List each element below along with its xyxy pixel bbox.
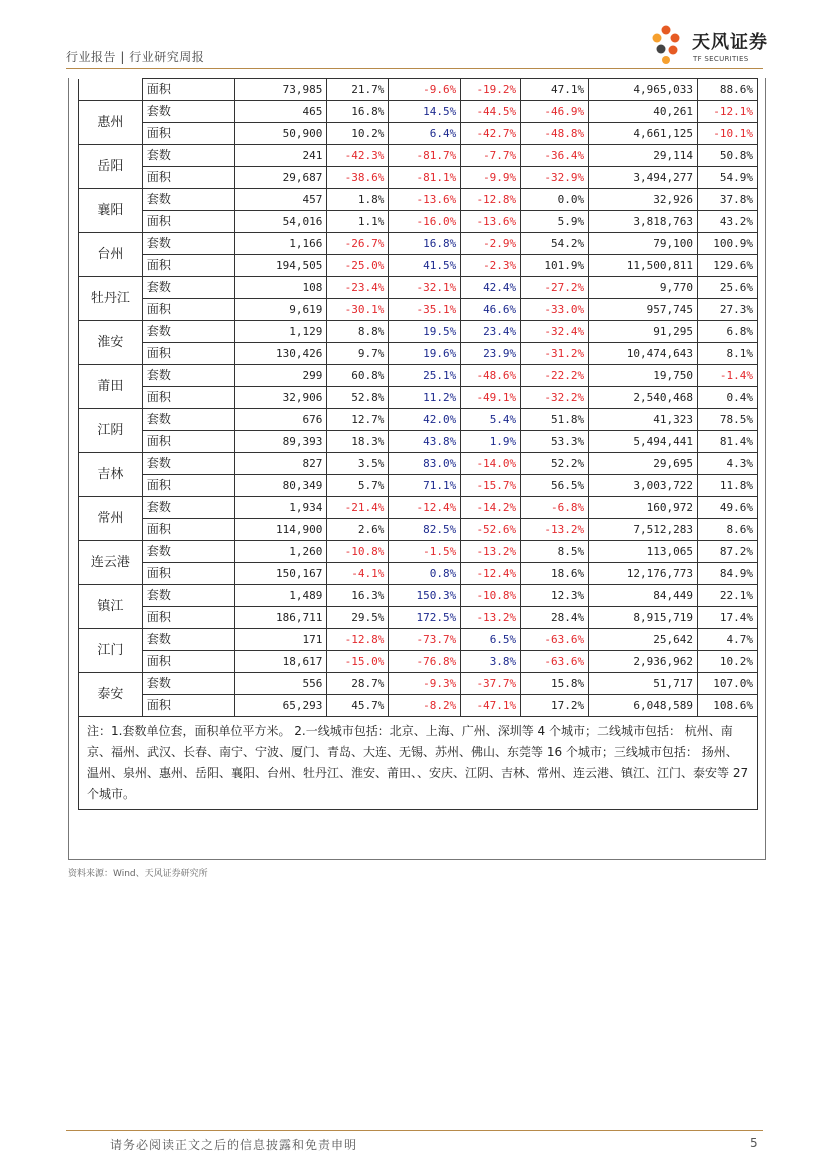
value-cell: 101.9% <box>521 255 589 277</box>
value-cell: 3.5% <box>327 453 389 475</box>
value-cell: 23.4% <box>461 321 521 343</box>
value-cell: 40,261 <box>589 101 698 123</box>
value-cell: 108.6% <box>697 695 757 717</box>
table-row <box>79 101 758 123</box>
value-cell: 25.1% <box>389 365 461 387</box>
city-cell: 惠州 <box>79 101 143 145</box>
value-cell: -37.7% <box>461 673 521 695</box>
value-cell: 56.5% <box>521 475 589 497</box>
value-cell: 43.2% <box>697 211 757 233</box>
table-row <box>79 695 758 717</box>
value-cell: -42.7% <box>461 123 521 145</box>
value-cell: -36.4% <box>521 145 589 167</box>
value-cell: 6,048,589 <box>589 695 698 717</box>
value-cell: -63.6% <box>521 629 589 651</box>
value-cell: -25.0% <box>327 255 389 277</box>
value-cell: -2.9% <box>461 233 521 255</box>
table-row <box>79 651 758 673</box>
value-cell: 0.8% <box>389 563 461 585</box>
table-row <box>79 387 758 409</box>
city-cell: 淮安 <box>79 321 143 365</box>
value-cell: 150,167 <box>234 563 327 585</box>
value-cell: 83.0% <box>389 453 461 475</box>
value-cell: 81.4% <box>697 431 757 453</box>
value-cell: 1,166 <box>234 233 327 255</box>
value-cell: 108 <box>234 277 327 299</box>
value-cell: 150.3% <box>389 585 461 607</box>
value-cell: -13.2% <box>521 519 589 541</box>
table-note: 注：1.套数单位套，面积单位平方米。 2.一线城市包括：北京、上海、广州、深圳等 4 个城市；二线城市包括： 杭州、南京、福州、武汉、长春、南宁、宁波、厦门、青岛、大连、无锡、苏州、佛山、东莞等 16 个城市；三线城市包括： 扬州、温州、泉州、惠州、岳阳、襄阳、台州、牡丹江、淮安、莆田、、安庆、江阴、吉林、常州、连云港、镇江、江门、泰安等 27 个城市。 <box>79 717 758 810</box>
value-cell: 32,926 <box>589 189 698 211</box>
value-cell: -8.2% <box>389 695 461 717</box>
metric-label: 面积 <box>142 167 234 189</box>
value-cell: 114,900 <box>234 519 327 541</box>
value-cell: -7.7% <box>461 145 521 167</box>
value-cell: -73.7% <box>389 629 461 651</box>
value-cell: 25.6% <box>697 277 757 299</box>
value-cell: 65,293 <box>234 695 327 717</box>
value-cell: -12.1% <box>697 101 757 123</box>
value-cell: -13.2% <box>461 541 521 563</box>
metric-label: 面积 <box>142 563 234 585</box>
value-cell: 82.5% <box>389 519 461 541</box>
value-cell: -35.1% <box>389 299 461 321</box>
value-cell: 87.2% <box>697 541 757 563</box>
table-row <box>79 453 758 475</box>
value-cell: 113,065 <box>589 541 698 563</box>
value-cell: 241 <box>234 145 327 167</box>
value-cell: 4.7% <box>697 629 757 651</box>
value-cell: -42.3% <box>327 145 389 167</box>
value-cell: 47.1% <box>521 79 589 101</box>
city-cell: 常州 <box>79 497 143 541</box>
value-cell: -6.8% <box>521 497 589 519</box>
metric-label: 套数 <box>142 145 234 167</box>
value-cell: -1.5% <box>389 541 461 563</box>
value-cell: 54.9% <box>697 167 757 189</box>
table-row <box>79 189 758 211</box>
metric-label: 面积 <box>142 255 234 277</box>
value-cell: 19.5% <box>389 321 461 343</box>
city-cell <box>79 79 143 101</box>
value-cell: 3,818,763 <box>589 211 698 233</box>
value-cell: -32.4% <box>521 321 589 343</box>
city-cell: 台州 <box>79 233 143 277</box>
metric-label: 面积 <box>142 651 234 673</box>
table-row <box>79 431 758 453</box>
value-cell: 8.1% <box>697 343 757 365</box>
value-cell: 53.3% <box>521 431 589 453</box>
metric-label: 面积 <box>142 475 234 497</box>
value-cell: 130,426 <box>234 343 327 365</box>
metric-label: 套数 <box>142 321 234 343</box>
value-cell: -22.2% <box>521 365 589 387</box>
value-cell: -23.4% <box>327 277 389 299</box>
value-cell: 54,016 <box>234 211 327 233</box>
value-cell: 11,500,811 <box>589 255 698 277</box>
table-row <box>79 607 758 629</box>
header-separator: | <box>120 50 125 64</box>
value-cell: 5.4% <box>461 409 521 431</box>
metric-label: 面积 <box>142 431 234 453</box>
value-cell: 21.7% <box>327 79 389 101</box>
header-divider <box>66 68 763 69</box>
value-cell: 41,323 <box>589 409 698 431</box>
value-cell: -12.8% <box>327 629 389 651</box>
value-cell: -12.4% <box>389 497 461 519</box>
value-cell: 957,745 <box>589 299 698 321</box>
value-cell: 18.6% <box>521 563 589 585</box>
value-cell: 43.8% <box>389 431 461 453</box>
city-cell: 襄阳 <box>79 189 143 233</box>
value-cell: -9.9% <box>461 167 521 189</box>
value-cell: -44.5% <box>461 101 521 123</box>
value-cell: -47.1% <box>461 695 521 717</box>
city-cell: 莆田 <box>79 365 143 409</box>
value-cell: -15.0% <box>327 651 389 673</box>
value-cell: 12.7% <box>327 409 389 431</box>
value-cell: 2,540,468 <box>589 387 698 409</box>
value-cell: -13.6% <box>389 189 461 211</box>
value-cell: 2.6% <box>327 519 389 541</box>
city-cell: 镇江 <box>79 585 143 629</box>
value-cell: 60.8% <box>327 365 389 387</box>
value-cell: -1.4% <box>697 365 757 387</box>
value-cell: -19.2% <box>461 79 521 101</box>
value-cell: 3,003,722 <box>589 475 698 497</box>
value-cell: -46.9% <box>521 101 589 123</box>
value-cell: 100.9% <box>697 233 757 255</box>
value-cell: 17.2% <box>521 695 589 717</box>
value-cell: 8,915,719 <box>589 607 698 629</box>
value-cell: 51.8% <box>521 409 589 431</box>
table-row <box>79 365 758 387</box>
value-cell: -30.1% <box>327 299 389 321</box>
report-type: 行业报告 <box>66 50 117 64</box>
value-cell: 37.8% <box>697 189 757 211</box>
metric-label: 套数 <box>142 629 234 651</box>
value-cell: 84.9% <box>697 563 757 585</box>
value-cell: 12.3% <box>521 585 589 607</box>
metric-label: 套数 <box>142 497 234 519</box>
value-cell: 11.8% <box>697 475 757 497</box>
logo-text-en: TF SECURITIES <box>693 55 749 63</box>
table-row <box>79 145 758 167</box>
value-cell: 0.4% <box>697 387 757 409</box>
value-cell: 45.7% <box>327 695 389 717</box>
table-row <box>79 277 758 299</box>
value-cell: -13.6% <box>461 211 521 233</box>
page-number: 5 <box>750 1136 758 1150</box>
value-cell: -48.8% <box>521 123 589 145</box>
report-name: 行业研究周报 <box>129 50 205 64</box>
value-cell: 1,129 <box>234 321 327 343</box>
value-cell: -10.1% <box>697 123 757 145</box>
value-cell: 28.7% <box>327 673 389 695</box>
value-cell: 50.8% <box>697 145 757 167</box>
metric-label: 套数 <box>142 453 234 475</box>
value-cell: -14.2% <box>461 497 521 519</box>
value-cell: 129.6% <box>697 255 757 277</box>
metric-label: 面积 <box>142 387 234 409</box>
table-row <box>79 321 758 343</box>
metric-label: 面积 <box>142 211 234 233</box>
city-cell: 连云港 <box>79 541 143 585</box>
value-cell: 4,661,125 <box>589 123 698 145</box>
value-cell: 18.3% <box>327 431 389 453</box>
value-cell: 676 <box>234 409 327 431</box>
logo-text-cn: 天风证券 <box>692 32 768 53</box>
value-cell: -4.1% <box>327 563 389 585</box>
value-cell: -32.9% <box>521 167 589 189</box>
value-cell: 3.8% <box>461 651 521 673</box>
value-cell: 160,972 <box>589 497 698 519</box>
value-cell: 827 <box>234 453 327 475</box>
value-cell: 11.2% <box>389 387 461 409</box>
value-cell: -16.0% <box>389 211 461 233</box>
value-cell: 0.0% <box>521 189 589 211</box>
value-cell: 91,295 <box>589 321 698 343</box>
value-cell: -10.8% <box>461 585 521 607</box>
value-cell: 1.9% <box>461 431 521 453</box>
value-cell: 4,965,033 <box>589 79 698 101</box>
value-cell: 23.9% <box>461 343 521 365</box>
metric-label: 面积 <box>142 695 234 717</box>
table-row <box>79 255 758 277</box>
value-cell: -52.6% <box>461 519 521 541</box>
value-cell: 299 <box>234 365 327 387</box>
value-cell: 29.5% <box>327 607 389 629</box>
metric-label: 套数 <box>142 585 234 607</box>
value-cell: 10,474,643 <box>589 343 698 365</box>
value-cell: 42.4% <box>461 277 521 299</box>
value-cell: -48.6% <box>461 365 521 387</box>
value-cell: -9.3% <box>389 673 461 695</box>
value-cell: 7,512,283 <box>589 519 698 541</box>
value-cell: 465 <box>234 101 327 123</box>
value-cell: 8.5% <box>521 541 589 563</box>
value-cell: 71.1% <box>389 475 461 497</box>
value-cell: 14.5% <box>389 101 461 123</box>
table-row <box>79 79 758 101</box>
value-cell: 89,393 <box>234 431 327 453</box>
table-row <box>79 167 758 189</box>
value-cell: 172.5% <box>389 607 461 629</box>
metric-label: 面积 <box>142 343 234 365</box>
value-cell: 84,449 <box>589 585 698 607</box>
value-cell: 29,687 <box>234 167 327 189</box>
report-header <box>66 48 204 65</box>
metric-label: 套数 <box>142 101 234 123</box>
value-cell: 16.3% <box>327 585 389 607</box>
value-cell: 17.4% <box>697 607 757 629</box>
metric-label: 面积 <box>142 519 234 541</box>
value-cell: 9,619 <box>234 299 327 321</box>
value-cell: 8.8% <box>327 321 389 343</box>
value-cell: -9.6% <box>389 79 461 101</box>
table-row <box>79 233 758 255</box>
value-cell: 5,494,441 <box>589 431 698 453</box>
metric-label: 套数 <box>142 277 234 299</box>
metric-label: 面积 <box>142 123 234 145</box>
value-cell: 10.2% <box>697 651 757 673</box>
table-row <box>79 299 758 321</box>
value-cell: 556 <box>234 673 327 695</box>
value-cell: -12.4% <box>461 563 521 585</box>
value-cell: 25,642 <box>589 629 698 651</box>
note-row <box>79 717 758 810</box>
value-cell: -63.6% <box>521 651 589 673</box>
footer-divider <box>66 1130 763 1131</box>
table-row <box>79 629 758 651</box>
value-cell: 27.3% <box>697 299 757 321</box>
value-cell: 22.1% <box>697 585 757 607</box>
table-row <box>79 497 758 519</box>
value-cell: 9.7% <box>327 343 389 365</box>
value-cell: -21.4% <box>327 497 389 519</box>
value-cell: -14.0% <box>461 453 521 475</box>
table-row <box>79 519 758 541</box>
city-cell: 牡丹江 <box>79 277 143 321</box>
table-row <box>79 343 758 365</box>
value-cell: -12.8% <box>461 189 521 211</box>
value-cell: 73,985 <box>234 79 327 101</box>
value-cell: 171 <box>234 629 327 651</box>
value-cell: -27.2% <box>521 277 589 299</box>
metric-label: 套数 <box>142 673 234 695</box>
table-row <box>79 541 758 563</box>
value-cell: 52.8% <box>327 387 389 409</box>
value-cell: 107.0% <box>697 673 757 695</box>
value-cell: 5.7% <box>327 475 389 497</box>
housing-sales-table <box>78 78 758 810</box>
value-cell: 29,114 <box>589 145 698 167</box>
table-row <box>79 475 758 497</box>
value-cell: 1.8% <box>327 189 389 211</box>
value-cell: 6.4% <box>389 123 461 145</box>
metric-label: 套数 <box>142 233 234 255</box>
value-cell: -33.0% <box>521 299 589 321</box>
city-cell: 泰安 <box>79 673 143 717</box>
value-cell: 2,936,962 <box>589 651 698 673</box>
table-row <box>79 211 758 233</box>
value-cell: -32.1% <box>389 277 461 299</box>
value-cell: -15.7% <box>461 475 521 497</box>
value-cell: -2.3% <box>461 255 521 277</box>
value-cell: 50,900 <box>234 123 327 145</box>
value-cell: 18,617 <box>234 651 327 673</box>
value-cell: 10.2% <box>327 123 389 145</box>
value-cell: -31.2% <box>521 343 589 365</box>
table-row <box>79 563 758 585</box>
value-cell: 51,717 <box>589 673 698 695</box>
value-cell: -38.6% <box>327 167 389 189</box>
table-row <box>79 409 758 431</box>
value-cell: 19,750 <box>589 365 698 387</box>
value-cell: 3,494,277 <box>589 167 698 189</box>
value-cell: -13.2% <box>461 607 521 629</box>
value-cell: -76.8% <box>389 651 461 673</box>
value-cell: 32,906 <box>234 387 327 409</box>
metric-label: 面积 <box>142 607 234 629</box>
value-cell: 54.2% <box>521 233 589 255</box>
value-cell: 16.8% <box>389 233 461 255</box>
value-cell: 80,349 <box>234 475 327 497</box>
value-cell: 16.8% <box>327 101 389 123</box>
value-cell: 1,260 <box>234 541 327 563</box>
metric-label: 面积 <box>142 79 234 101</box>
value-cell: 19.6% <box>389 343 461 365</box>
value-cell: 6.8% <box>697 321 757 343</box>
value-cell: 194,505 <box>234 255 327 277</box>
metric-label: 套数 <box>142 365 234 387</box>
metric-label: 套数 <box>142 409 234 431</box>
value-cell: 1,934 <box>234 497 327 519</box>
value-cell: 457 <box>234 189 327 211</box>
value-cell: 41.5% <box>389 255 461 277</box>
value-cell: 4.3% <box>697 453 757 475</box>
value-cell: -32.2% <box>521 387 589 409</box>
city-cell: 吉林 <box>79 453 143 497</box>
metric-label: 面积 <box>142 299 234 321</box>
city-cell: 江门 <box>79 629 143 673</box>
value-cell: 12,176,773 <box>589 563 698 585</box>
value-cell: 6.5% <box>461 629 521 651</box>
value-cell: 52.2% <box>521 453 589 475</box>
value-cell: -81.7% <box>389 145 461 167</box>
table-row <box>79 673 758 695</box>
footer-disclaimer: 请务必阅读正文之后的信息披露和免责申明 <box>110 1138 358 1152</box>
value-cell: 1,489 <box>234 585 327 607</box>
value-cell: 186,711 <box>234 607 327 629</box>
city-cell: 江阴 <box>79 409 143 453</box>
metric-label: 套数 <box>142 541 234 563</box>
value-cell: 1.1% <box>327 211 389 233</box>
table-row <box>79 585 758 607</box>
value-cell: 9,770 <box>589 277 698 299</box>
metric-label: 套数 <box>142 189 234 211</box>
value-cell: 88.6% <box>697 79 757 101</box>
value-cell: -81.1% <box>389 167 461 189</box>
value-cell: 79,100 <box>589 233 698 255</box>
value-cell: 46.6% <box>461 299 521 321</box>
city-cell: 岳阳 <box>79 145 143 189</box>
value-cell: 29,695 <box>589 453 698 475</box>
value-cell: 42.0% <box>389 409 461 431</box>
value-cell: 49.6% <box>697 497 757 519</box>
table-row <box>79 123 758 145</box>
value-cell: 5.9% <box>521 211 589 233</box>
value-cell: 78.5% <box>697 409 757 431</box>
value-cell: 28.4% <box>521 607 589 629</box>
value-cell: -49.1% <box>461 387 521 409</box>
source-note: 资料来源：Wind、天风证券研究所 <box>68 869 208 879</box>
value-cell: 15.8% <box>521 673 589 695</box>
value-cell: -26.7% <box>327 233 389 255</box>
value-cell: 8.6% <box>697 519 757 541</box>
value-cell: -10.8% <box>327 541 389 563</box>
